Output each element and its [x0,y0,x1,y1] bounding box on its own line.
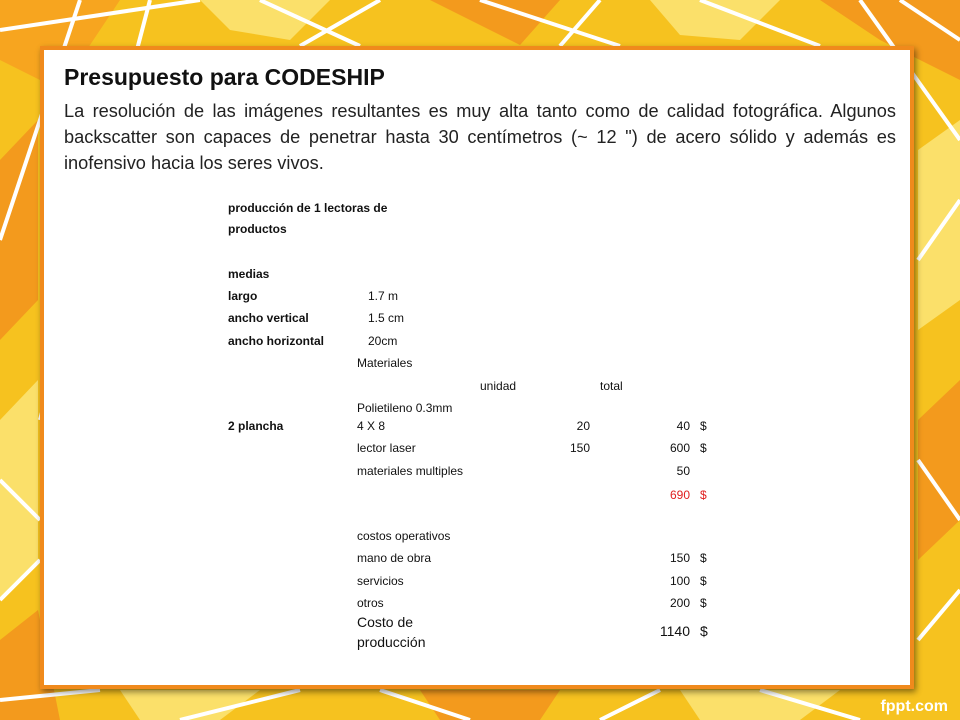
cost-value: 200 [669,596,690,610]
dimension-value-largo: 1.7 m [368,289,399,303]
cost-name: otros [357,596,384,610]
column-total: total [600,379,623,393]
material-total: 600 [669,441,690,455]
final-cost-label-line2: producción [357,634,426,650]
fppt-watermark: fppt.com [880,698,948,715]
material-total: 50 [676,464,690,478]
materials-total-value: 690 [669,488,690,502]
material-unidad: 150 [569,441,590,455]
material-unidad: 20 [576,419,590,433]
costos-header: costos operativos [357,529,451,543]
content-card [40,46,914,689]
dimension-value-ancho-vertical: 1.5 cm [368,311,405,325]
cost-name: servicios [357,574,404,588]
materials-total-currency: $ [700,488,707,502]
cost-value: 150 [669,551,690,565]
cost-currency: $ [700,574,707,588]
cost-name: mano de obra [357,551,432,565]
slide-title: Presupuesto para CODESHIP [64,64,385,90]
material-currency: $ [700,419,707,433]
dimension-value-ancho-horizontal: 20cm [368,334,398,348]
table-heading-line2: productos [228,222,287,236]
dimension-label-ancho-vertical: ancho vertical [228,311,309,325]
materiales-header: Materiales [357,356,413,370]
dimension-label-ancho-horizontal: ancho horizontal [228,334,324,348]
final-cost-currency: $ [700,623,708,639]
slide-paragraph: La resolución de las imágenes resultantes es muy alta tanto como de calidad fotográfica. Algunos backscatter son capaces de penetrar hasta 30 centímetros (~ 12 ") de acero sólido y además es inofensivo hacia los seres vivos. [64,101,896,173]
cost-currency: $ [700,551,707,565]
material-name: materiales multiples [357,464,464,478]
material-name-line1: Polietileno 0.3mm [357,401,453,415]
column-unidad: unidad [480,379,517,393]
table-heading-line1: producción de 1 lectoras de [228,201,388,215]
material-name: lector laser [357,441,416,455]
material-name-line2: 4 X 8 [357,419,386,433]
cost-value: 100 [669,574,690,588]
material-total: 40 [676,419,690,433]
dimension-label-largo: largo [228,289,258,303]
final-cost-label-line1: Costo de [357,614,414,630]
material-currency: $ [700,441,707,455]
final-cost-value: 1140 [659,623,690,639]
cost-currency: $ [700,596,707,610]
medidas-label: medias [228,267,270,281]
plancha-label: 2 plancha [228,419,284,433]
